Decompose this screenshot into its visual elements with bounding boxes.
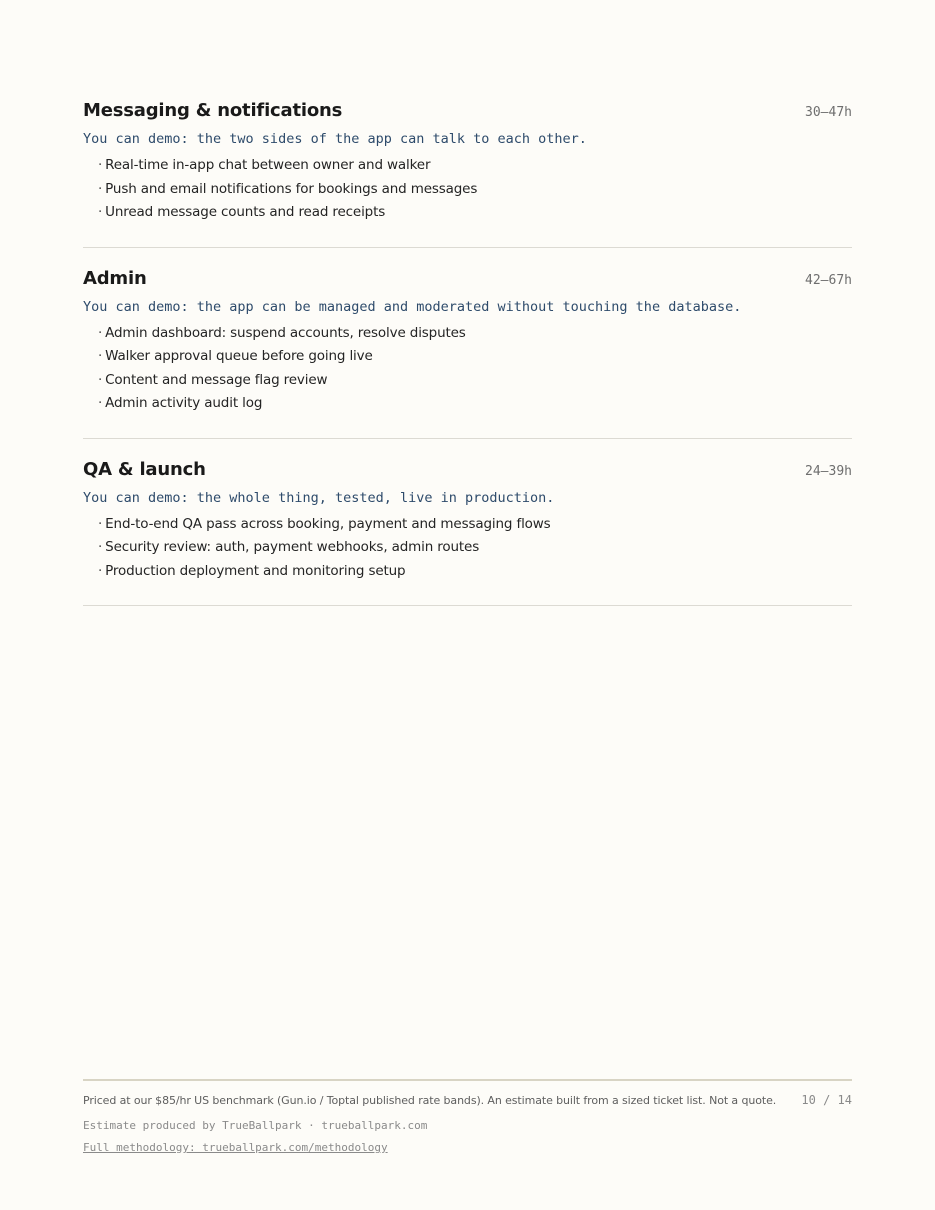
footer-row bbox=[83, 1093, 852, 1107]
list-item-text: Walker approval queue before going live bbox=[105, 348, 373, 364]
bullet-icon: · bbox=[98, 371, 103, 388]
bullet-icon: · bbox=[98, 204, 103, 220]
section-messaging bbox=[83, 100, 852, 248]
bullet-icon: · bbox=[98, 515, 103, 532]
list-item bbox=[98, 154, 852, 178]
section-title: QA & launch bbox=[83, 458, 206, 480]
section-hours: 24–39h bbox=[805, 463, 852, 479]
section-header bbox=[83, 268, 852, 294]
list-item bbox=[98, 322, 852, 346]
demo-line: You can demo: the app can be managed and moderated without touching the database. bbox=[83, 298, 742, 315]
list-item bbox=[98, 201, 852, 225]
list-item-text: Admin activity audit log bbox=[105, 395, 263, 411]
list-item-text: Push and email notifications for bookings and messages bbox=[105, 180, 478, 197]
section-admin bbox=[83, 268, 852, 439]
pricing-note: Priced at our $85/hr US benchmark (Gun.io / Toptal published rate bands). An estimate built from a sized ticket list. Not a quote. bbox=[83, 1094, 777, 1107]
page-content bbox=[83, 100, 852, 626]
list-item-text: Unread message counts and read receipts bbox=[105, 204, 386, 220]
section-title: Admin bbox=[83, 267, 147, 289]
bullet-icon: · bbox=[98, 539, 103, 555]
item-list bbox=[83, 513, 852, 584]
demo-line: You can demo: the two sides of the app can talk to each other. bbox=[83, 131, 587, 147]
list-item bbox=[98, 513, 852, 537]
credit-line: Estimate produced by TrueBallpark · trueballpark.com bbox=[83, 1119, 428, 1132]
page-number: 10 / 14 bbox=[801, 1093, 852, 1107]
bullet-icon: · bbox=[98, 157, 103, 173]
list-item bbox=[98, 560, 852, 584]
list-item-text: End-to-end QA pass across booking, payment and messaging flows bbox=[105, 515, 551, 532]
bullet-icon: · bbox=[98, 324, 103, 341]
list-item-text: Admin dashboard: suspend accounts, resolve disputes bbox=[105, 324, 466, 341]
section-title: Messaging & notifications bbox=[83, 100, 343, 121]
list-item bbox=[98, 392, 852, 416]
bullet-icon: · bbox=[98, 562, 103, 579]
item-list bbox=[83, 322, 852, 416]
list-item-text: Security review: auth, payment webhooks, admin routes bbox=[105, 539, 480, 555]
section-header bbox=[83, 100, 852, 126]
section-hours: 30–47h bbox=[805, 105, 852, 120]
list-item-text: Real-time in-app chat between owner and walker bbox=[105, 157, 431, 173]
bullet-icon: · bbox=[98, 180, 103, 197]
section-qa-launch bbox=[83, 459, 852, 607]
list-item bbox=[98, 369, 852, 393]
list-item bbox=[98, 178, 852, 202]
demo-line: You can demo: the whole thing, tested, live in production. bbox=[83, 489, 555, 506]
page-footer bbox=[83, 1079, 852, 1156]
methodology-link[interactable]: Full methodology: trueballpark.com/methodology bbox=[83, 1141, 388, 1154]
list-item bbox=[98, 536, 852, 560]
bullet-icon: · bbox=[98, 395, 103, 411]
section-header bbox=[83, 459, 852, 485]
section-hours: 42–67h bbox=[805, 272, 852, 288]
list-item-text: Content and message flag review bbox=[105, 371, 328, 388]
list-item bbox=[98, 345, 852, 369]
item-list bbox=[83, 154, 852, 225]
list-item-text: Production deployment and monitoring setup bbox=[105, 562, 406, 579]
bullet-icon: · bbox=[98, 348, 103, 364]
